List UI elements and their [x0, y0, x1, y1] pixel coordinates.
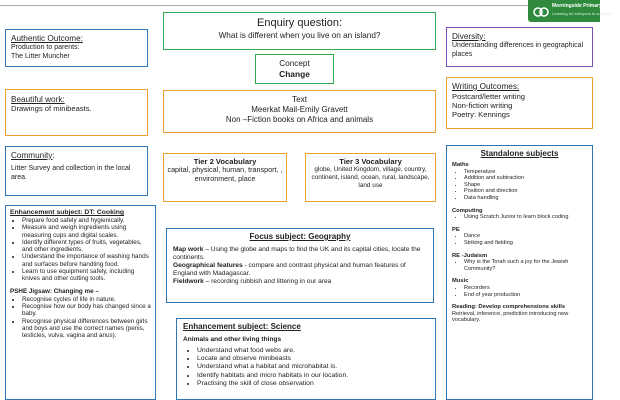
pe-item: • Striking and fielding — [464, 240, 587, 247]
maths-item: • Position and direction — [464, 188, 587, 195]
music-item: • End of year production — [464, 292, 587, 299]
top-rule — [0, 0, 528, 6]
geo-label: Geographical features — [173, 262, 243, 269]
focus-geography-box — [166, 228, 434, 303]
dt-cooking-box — [5, 205, 156, 400]
writing-line-2: Non-fiction writing — [452, 101, 513, 110]
dt-item: • Prepare food safely and hygienically. — [22, 217, 151, 224]
music-item: • Recorders — [464, 285, 587, 292]
authentic-line1: Production to parents: — [11, 44, 80, 51]
map-text: – Using the globe and maps to find the UK and its capital cities, locate the continents. — [173, 246, 421, 261]
pshe-item: • Recognise physical differences between girls and boys and use the correct names (penis, testicles, vulva, vagina and anus). — [22, 318, 151, 340]
science-item: • Locate and observe minibeasts — [197, 355, 429, 363]
dt-list — [10, 217, 151, 283]
concept-label: Concept — [279, 59, 310, 68]
diversity-body: Understanding differences in geographical places — [452, 42, 584, 58]
tier3-body: globe, United Kingdom, village, country, continent, island, ocean, rural, landscape, land use — [311, 166, 430, 189]
music-title: Music — [452, 278, 469, 285]
computing-item: • Using Scratch Junior to learn block coding — [464, 214, 587, 221]
text-label: Text — [291, 95, 307, 104]
dt-item: • Understand the importance of washing hands and surfaces before handling food. — [22, 253, 151, 268]
field-label: Fieldwork — [173, 278, 204, 285]
pshe-item: • Recognise cycles of life in nature. — [22, 296, 151, 303]
beautiful-title: Beautiful work: — [11, 95, 65, 104]
dt-title: Enhancement subject: DT: Cooking — [10, 209, 125, 216]
authentic-outcome-box — [5, 29, 148, 67]
tier2-title: Tier 2 Vocabulary — [193, 157, 257, 166]
community-title: Community — [11, 151, 53, 160]
focus-title: Focus subject: Geography — [249, 232, 351, 241]
science-subtitle: Animals and other living things — [183, 336, 282, 343]
enquiry-heading: Enquiry question: — [257, 17, 342, 29]
writing-outcomes-box — [446, 77, 593, 129]
maths-item: • Shape — [464, 182, 587, 189]
maths-item: • Temperature — [464, 169, 587, 176]
diversity-box — [446, 27, 593, 67]
text-line2: Non –Fiction books on Africa and animals — [225, 115, 374, 124]
science-title: Enhancement subject: Science — [183, 322, 301, 331]
science-item: • Practising the skill of close observation — [197, 380, 429, 388]
standalone-title: Standalone subjects — [480, 149, 559, 158]
science-item: • Understand what a habitat and microhabitat is. — [197, 363, 429, 371]
enquiry-question: What is different when you live on an island? — [218, 31, 381, 40]
map-label: Map work — [173, 246, 204, 253]
writing-title: Writing Outcomes: — [452, 82, 520, 91]
diversity-title: Diversity: — [452, 32, 486, 41]
science-box — [176, 318, 436, 400]
writing-line-3: Poetry: Kennings — [452, 110, 510, 119]
beautiful-body: Drawings of minibeasts. — [11, 104, 92, 113]
dt-item: • Measure and weigh ingredients using measuring cups and digital scales. — [22, 224, 151, 239]
beautiful-work-box — [5, 89, 148, 136]
re-item: • Why is the Torah such a joy for the Jewish Community? — [464, 259, 587, 272]
maths-item: • Addition and subtraction — [464, 175, 587, 182]
school-logo — [528, 0, 620, 22]
computing-list — [452, 214, 587, 221]
tier2-body: capital, physical, human, transport, , environment, place — [167, 165, 283, 183]
dt-item: • Learn to use equipment safely, including knives and other cutting tools. — [22, 268, 151, 283]
text-box — [163, 90, 436, 133]
enquiry-box — [163, 12, 436, 50]
dt-item: • Identify different types of fruits, vegetables, and other ingredients. — [22, 239, 151, 254]
tier3-title: Tier 3 Vocabulary — [339, 157, 402, 166]
pe-item: • Dance — [464, 233, 587, 240]
pshe-title: PSHE Jigsaw: Changing me – — [10, 287, 99, 295]
reading-title: Reading: Develop comprehensions skills — [452, 304, 566, 311]
logo-mark-icon — [533, 3, 549, 19]
tier3-vocabulary-box — [305, 153, 436, 202]
logo-name: Morningside Primary School — [552, 3, 620, 9]
maths-title: Maths — [452, 162, 469, 168]
concept-box — [255, 54, 334, 84]
music-list — [452, 285, 587, 298]
maths-item: • Data handling — [464, 195, 587, 202]
re-title: RE -Judaism — [452, 252, 488, 259]
computing-title: Computing — [452, 207, 483, 214]
community-colon: : — [52, 151, 55, 160]
standalone-subjects-box — [446, 145, 593, 400]
text-line1: Meerkat Mail-Emily Gravett — [251, 105, 348, 114]
community-box — [5, 146, 148, 196]
pshe-list — [10, 296, 151, 340]
pe-list — [452, 233, 587, 246]
maths-list — [452, 169, 587, 202]
re-list — [452, 259, 587, 272]
writing-line-1: Postcard/letter writing — [452, 92, 526, 101]
science-item: • Understand what food webs are. — [197, 347, 429, 355]
pshe-item: • Recognise how our body has changed since a baby. — [22, 303, 151, 318]
science-item: • Identify habitats and micro habitats in our location. — [197, 372, 429, 380]
tier2-vocabulary-box — [163, 153, 287, 202]
field-text: – recording rubbish and littering in our area — [203, 278, 332, 285]
reading-body: Retrieval, inference, prediction introducing new vocabulary. — [452, 310, 569, 324]
logo-tagline: Learning for everyone to succeed — [552, 11, 612, 16]
authentic-title: Authentic Outcome: — [11, 34, 83, 43]
pe-title: PE — [452, 226, 460, 233]
science-list — [183, 347, 429, 388]
authentic-line2: The Litter Muncher — [11, 52, 70, 60]
geo-text: - compare and contrast physical and human features of England with Madagascar. — [173, 262, 406, 277]
community-body: Litter Survey and collection in the local area. — [11, 165, 131, 181]
concept-value: Change — [279, 69, 310, 79]
